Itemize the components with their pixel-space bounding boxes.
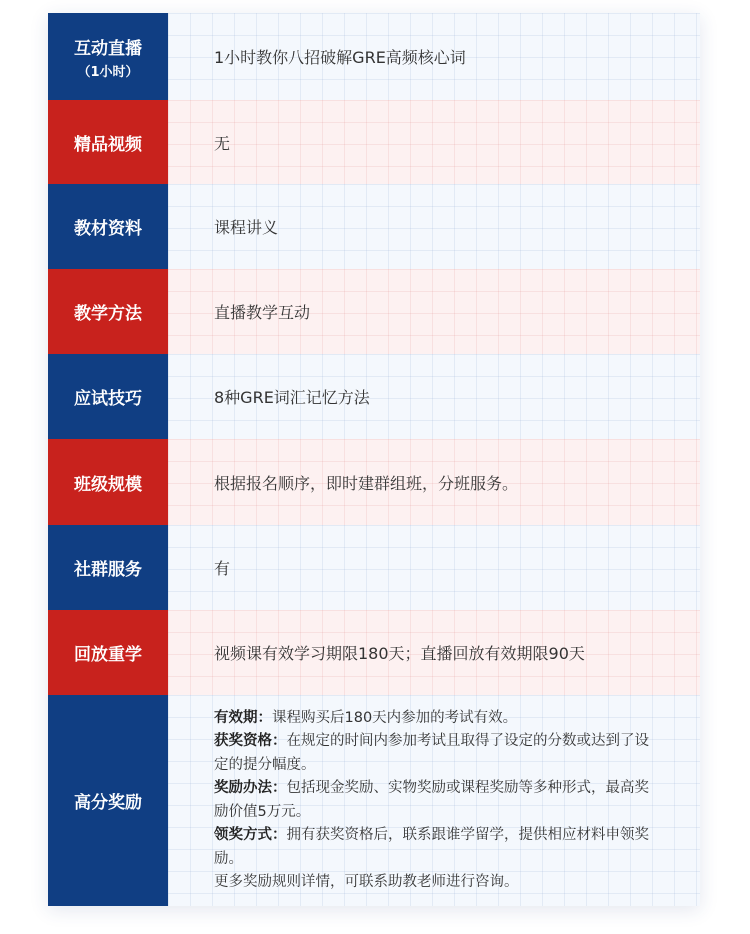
- row-label: [48, 13, 168, 100]
- reward-item-text: 在规定的时间内参加考试且取得了设定的分数或达到了设定的提分幅度。: [214, 733, 649, 773]
- course-info-table: [48, 13, 700, 906]
- reward-footer: 更多奖励规则详情，可联系助教老师进行咨询。: [214, 874, 519, 890]
- row-label: [48, 269, 168, 354]
- reward-item-title: 有效期：: [214, 709, 272, 726]
- row-value: [168, 610, 700, 695]
- row-label-text: 互动直播: [74, 38, 142, 59]
- row-label: [48, 525, 168, 610]
- row-value: [168, 354, 700, 439]
- row-label-text: 高分奖励: [74, 793, 142, 813]
- reward-item-text: 拥有获奖资格后，联系跟谁学留学，提供相应材料申领奖励。: [214, 827, 649, 867]
- row-live: [48, 13, 700, 100]
- row-label: [48, 439, 168, 525]
- row-community: [48, 525, 700, 610]
- reward-item-title: 奖励办法：: [214, 780, 287, 796]
- row-value-text: 直播教学互动: [214, 303, 311, 322]
- reward-item: [214, 824, 660, 871]
- reward-item: [214, 730, 660, 777]
- row-value: [168, 269, 700, 354]
- row-label-text: 社群服务: [74, 560, 142, 580]
- row-value-text: 课程讲义: [214, 218, 279, 237]
- row-label-text: 教材资料: [74, 219, 142, 239]
- reward-item-title: 领奖方式：: [214, 827, 287, 843]
- reward-item-text: 包括现金奖励、实物奖励或课程奖励等多种形式，最高奖励价值5万元。: [214, 780, 649, 820]
- reward-list: [214, 707, 660, 895]
- row-sublabel: （1小时）: [77, 64, 139, 80]
- row-label-text: 应试技巧: [74, 389, 142, 409]
- reward-item-text: 课程购买后180天内参加的考试有效。: [272, 709, 518, 726]
- row-value: [168, 184, 700, 269]
- reward-item: [214, 777, 660, 824]
- row-class-size: [48, 439, 700, 525]
- row-value-text: 根据报名顺序，即时建群组班，分班服务。: [214, 473, 519, 493]
- row-video: [48, 100, 700, 184]
- row-value: [168, 13, 700, 100]
- row-value: [168, 695, 700, 906]
- reward-item: [214, 707, 660, 731]
- row-value-text: 有: [214, 559, 231, 578]
- row-label: [48, 100, 168, 184]
- row-label-text: 回放重学: [74, 645, 142, 665]
- row-skills: [48, 354, 700, 439]
- row-value-text: 无: [214, 133, 231, 153]
- row-value-text: 1小时教你八招破解GRE高频核心词: [214, 48, 466, 67]
- row-value-text: 8种GRE词汇记忆方法: [214, 388, 370, 407]
- row-label: [48, 184, 168, 269]
- row-label-text: 精品视频: [74, 134, 142, 155]
- row-label-text: 班级规模: [74, 474, 142, 495]
- row-value: [168, 100, 700, 184]
- row-reward: [48, 695, 700, 906]
- row-label-text: 教学方法: [74, 304, 142, 324]
- row-value: [168, 439, 700, 525]
- row-method: [48, 269, 700, 354]
- row-label: [48, 354, 168, 439]
- row-replay: [48, 610, 700, 695]
- row-label: [48, 610, 168, 695]
- row-materials: [48, 184, 700, 269]
- row-value: [168, 525, 700, 610]
- row-label: [48, 695, 168, 906]
- row-value-text: 视频课有效学习期限180天；直播回放有效期限90天: [214, 644, 585, 663]
- reward-item-title: 获奖资格：: [214, 733, 287, 749]
